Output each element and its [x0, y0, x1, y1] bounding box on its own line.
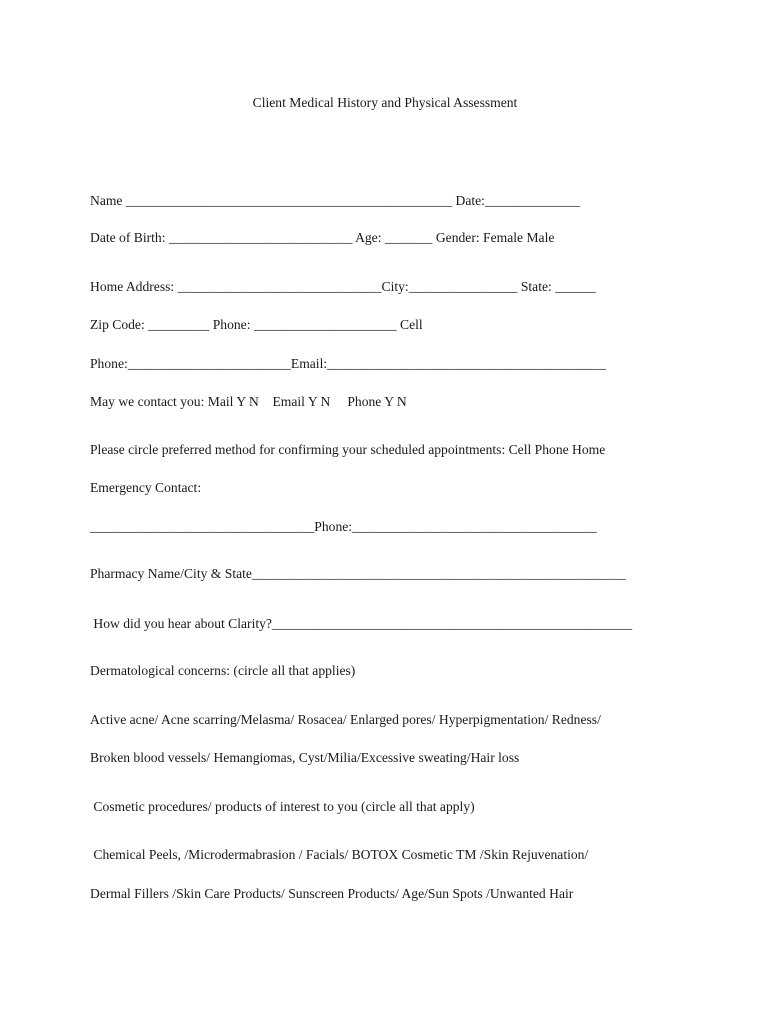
cell-email-line: Phone:________________________Email:_________________________________________ — [90, 356, 606, 371]
derm-concerns-list-1: Active acne/ Acne scarring/Melasma/ Rosacea/ Enlarged pores/ Hyperpigmentation/ Redness/ — [90, 712, 601, 727]
cosmetic-list-1: Chemical Peels, /Microdermabrasion / Facials/ BOTOX Cosmetic TM /Skin Rejuvenation/ — [90, 847, 589, 862]
pharmacy-line: Pharmacy Name/City & State_______________________________________________________ — [90, 566, 626, 581]
dob-age-gender-line: Date of Birth: ___________________________ Age: _______ Gender: Female Male — [90, 230, 555, 245]
cosmetic-heading: Cosmetic procedures/ products of interest to you (circle all that apply) — [90, 799, 475, 814]
emergency-contact-label: Emergency Contact: — [90, 480, 202, 495]
derm-concerns-heading: Dermatological concerns: (circle all that applies) — [90, 663, 356, 678]
page-title: Client Medical History and Physical Assessment — [252, 95, 518, 110]
derm-concerns-list-2: Broken blood vessels/ Hemangiomas, Cyst/Milia/Excessive sweating/Hair loss — [90, 750, 520, 765]
zip-phone-line: Zip Code: _________ Phone: _____________________ Cell — [90, 317, 423, 332]
referral-line: How did you hear about Clarity?_____________________________________________________ — [90, 616, 633, 631]
contact-permission-line: May we contact you: Mail Y N Email Y N Phone Y N — [90, 394, 407, 409]
name-date-line: Name ________________________________________________ Date:______________ — [90, 193, 581, 208]
address-line: Home Address: ______________________________City:________________ State: ______ — [90, 279, 596, 294]
appointment-method-line: Please circle preferred method for confirming your scheduled appointments: Cell Phone Home — [90, 442, 606, 457]
emergency-contact-line: _________________________________Phone:____________________________________ — [90, 519, 597, 534]
cosmetic-list-2: Dermal Fillers /Skin Care Products/ Sunscreen Products/ Age/Sun Spots /Unwanted Hair — [90, 886, 574, 901]
